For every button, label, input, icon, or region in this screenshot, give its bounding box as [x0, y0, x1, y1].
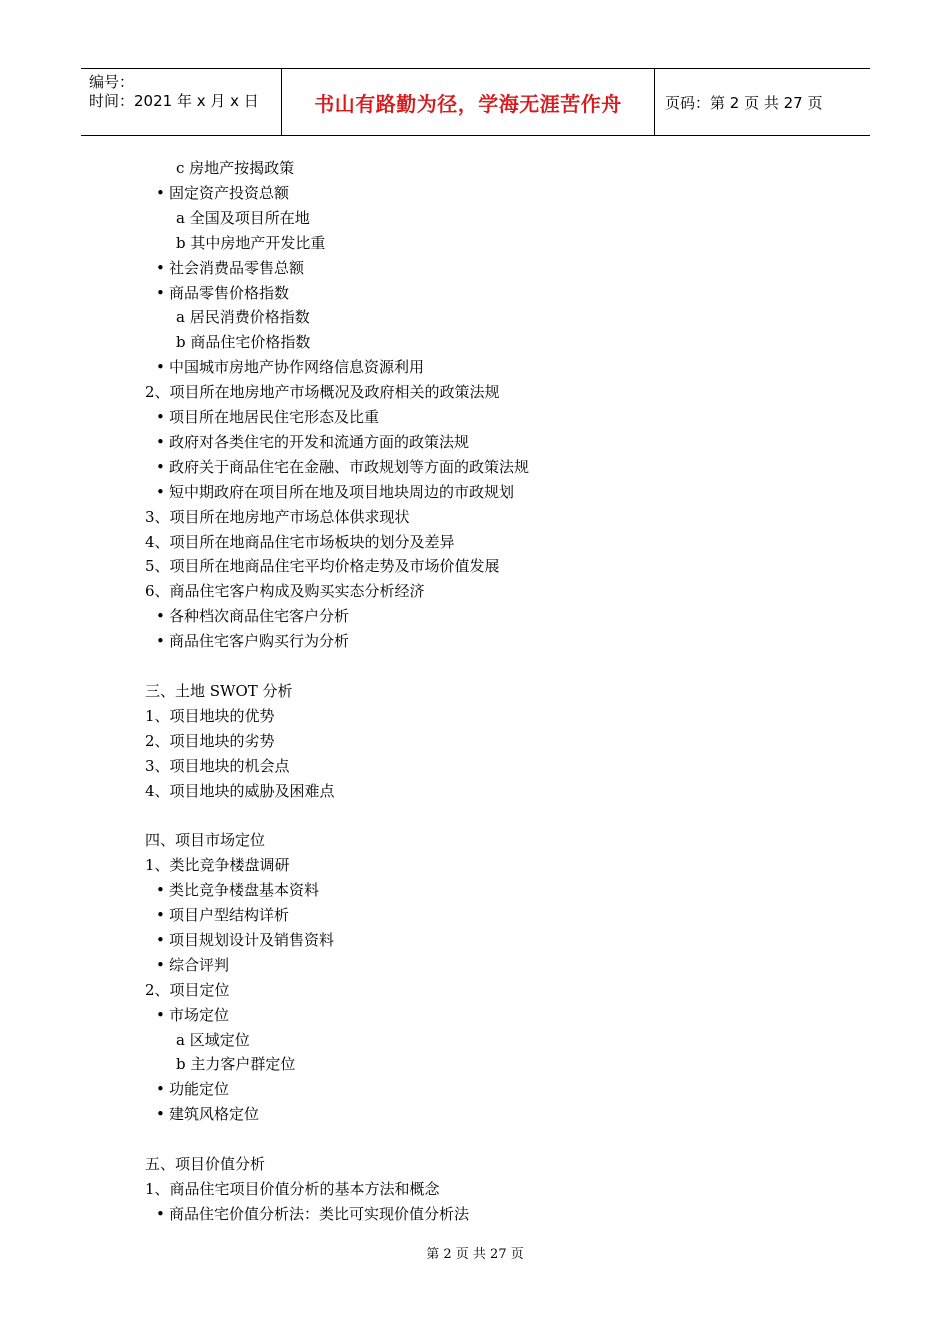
- line-text: 功能定位: [169, 1080, 230, 1098]
- line-text: b 商品住宅价格指数: [176, 333, 311, 351]
- outline-heading: [145, 980, 230, 1000]
- line-text: 项目户型结构详析: [169, 906, 290, 924]
- line-text: 社会消费品零售总额: [169, 259, 305, 277]
- bullet-item: [156, 457, 529, 477]
- line-text: 商品住宅价值分析法：类比可实现价值分析法: [169, 1205, 470, 1223]
- line-text: 政府关于商品住宅在金融、市政规划等方面的政策法规: [169, 458, 530, 476]
- outline-heading: [145, 382, 500, 402]
- line-text: 6、商品住宅客户构成及购买实态分析经济: [145, 582, 425, 600]
- bullet-item: [156, 258, 304, 278]
- bullet-item: [156, 905, 289, 925]
- sub-item: [176, 233, 325, 253]
- bullet-item: [156, 183, 289, 203]
- outline-heading: [145, 830, 265, 850]
- line-text: a 区域定位: [176, 1031, 250, 1049]
- bullet-marker: •: [156, 259, 165, 277]
- sub-item: [176, 208, 310, 228]
- line-text: 2、项目定位: [145, 981, 230, 999]
- line-text: 商品零售价格指数: [169, 284, 290, 302]
- bullet-marker: •: [156, 1080, 165, 1098]
- line-text: 3、项目地块的机会点: [145, 757, 290, 775]
- outline-heading: [145, 556, 500, 576]
- outline-heading: [145, 731, 275, 751]
- bullet-marker: •: [156, 184, 165, 202]
- bullet-marker: •: [156, 1006, 165, 1024]
- line-text: 项目所在地居民住宅形态及比重: [169, 408, 380, 426]
- line-text: a 居民消费价格指数: [176, 308, 310, 326]
- line-text: 五、项目价值分析: [145, 1155, 266, 1173]
- bullet-marker: •: [156, 956, 165, 974]
- line-text: 固定资产投资总额: [169, 184, 290, 202]
- header-page-cell: [655, 69, 870, 135]
- bullet-marker: •: [156, 1205, 165, 1223]
- bullet-marker: •: [156, 483, 165, 501]
- header-motto-cell: [282, 69, 655, 135]
- header-meta-cell: [81, 69, 282, 135]
- line-text: 商品住宅客户购买行为分析: [169, 632, 350, 650]
- outline-heading: [145, 581, 425, 601]
- sub-item: [176, 307, 310, 327]
- bullet-item: [156, 357, 424, 377]
- line-text: a 全国及项目所在地: [176, 209, 310, 227]
- sub-item: [176, 332, 310, 352]
- line-text: 1、项目地块的优势: [145, 707, 275, 725]
- outline-heading: [145, 706, 275, 726]
- sub-item: [176, 1054, 295, 1074]
- bullet-marker: •: [156, 358, 165, 376]
- line-text: c 房地产按揭政策: [176, 159, 295, 177]
- outline-heading: [145, 532, 455, 552]
- bullet-marker: •: [156, 607, 165, 625]
- document-number-label: 编号：: [89, 73, 135, 91]
- line-text: 各种档次商品住宅客户分析: [169, 607, 350, 625]
- line-text: 建筑风格定位: [169, 1105, 260, 1123]
- header-page-number: 页码：第 2 页 共 27 页: [665, 93, 823, 112]
- line-text: 4、项目所在地商品住宅市场板块的划分及差异: [145, 533, 455, 551]
- line-text: 类比竞争楼盘基本资料: [169, 881, 320, 899]
- bullet-item: [156, 407, 379, 427]
- bullet-item: [156, 1079, 229, 1099]
- line-text: 短中期政府在项目所在地及项目地块周边的市政规划: [169, 483, 515, 501]
- document-time-label: 时间：2021 年 x 月 x 日: [89, 92, 259, 110]
- outline-heading: [145, 1179, 440, 1199]
- outline-heading: [145, 681, 293, 701]
- outline-heading: [145, 781, 335, 801]
- bullet-item: [156, 283, 289, 303]
- line-text: 3、项目所在地房地产市场总体供求现状: [145, 508, 410, 526]
- line-text: 2、项目地块的劣势: [145, 732, 275, 750]
- bullet-item: [156, 482, 514, 502]
- outline-heading: [145, 507, 410, 527]
- bullet-item: [156, 631, 349, 651]
- outline-heading: [145, 1154, 265, 1174]
- outline-heading: [145, 855, 290, 875]
- line-text: 1、类比竞争楼盘调研: [145, 856, 290, 874]
- bullet-marker: •: [156, 1105, 165, 1123]
- bullet-item: [156, 930, 334, 950]
- bullet-item: [156, 1204, 469, 1224]
- line-text: 5、项目所在地商品住宅平均价格走势及市场价值发展: [145, 557, 500, 575]
- line-text: 政府对各类住宅的开发和流通方面的政策法规: [169, 433, 470, 451]
- bullet-item: [156, 880, 319, 900]
- bullet-marker: •: [156, 433, 165, 451]
- bullet-item: [156, 955, 229, 975]
- sub-item: [176, 1030, 250, 1050]
- bullet-marker: •: [156, 881, 165, 899]
- bullet-item: [156, 1104, 259, 1124]
- page-header: [81, 68, 870, 136]
- bullet-item: [156, 606, 349, 626]
- bullet-marker: •: [156, 408, 165, 426]
- line-text: 四、项目市场定位: [145, 831, 266, 849]
- bullet-marker: •: [156, 632, 165, 650]
- line-text: 市场定位: [169, 1006, 230, 1024]
- line-text: b 其中房地产开发比重: [176, 234, 326, 252]
- header-motto: 书山有路勤为径，学海无涯苦作舟: [314, 91, 622, 116]
- page-footer: 第 2 页 共 27 页: [426, 1247, 524, 1262]
- line-text: 项目规划设计及销售资料: [169, 931, 335, 949]
- bullet-marker: •: [156, 458, 165, 476]
- sub-item: [176, 158, 294, 178]
- line-text: 三、土地 SWOT 分析: [145, 682, 293, 700]
- bullet-item: [156, 1005, 229, 1025]
- outline-heading: [145, 756, 290, 776]
- bullet-marker: •: [156, 284, 165, 302]
- line-text: b 主力客户群定位: [176, 1055, 296, 1073]
- bullet-item: [156, 432, 469, 452]
- bullet-marker: •: [156, 931, 165, 949]
- line-text: 中国城市房地产协作网络信息资源利用: [169, 358, 425, 376]
- bullet-marker: •: [156, 906, 165, 924]
- line-text: 2、项目所在地房地产市场概况及政府相关的政策法规: [145, 383, 500, 401]
- line-text: 1、商品住宅项目价值分析的基本方法和概念: [145, 1180, 440, 1198]
- line-text: 4、项目地块的威胁及困难点: [145, 782, 335, 800]
- line-text: 综合评判: [169, 956, 230, 974]
